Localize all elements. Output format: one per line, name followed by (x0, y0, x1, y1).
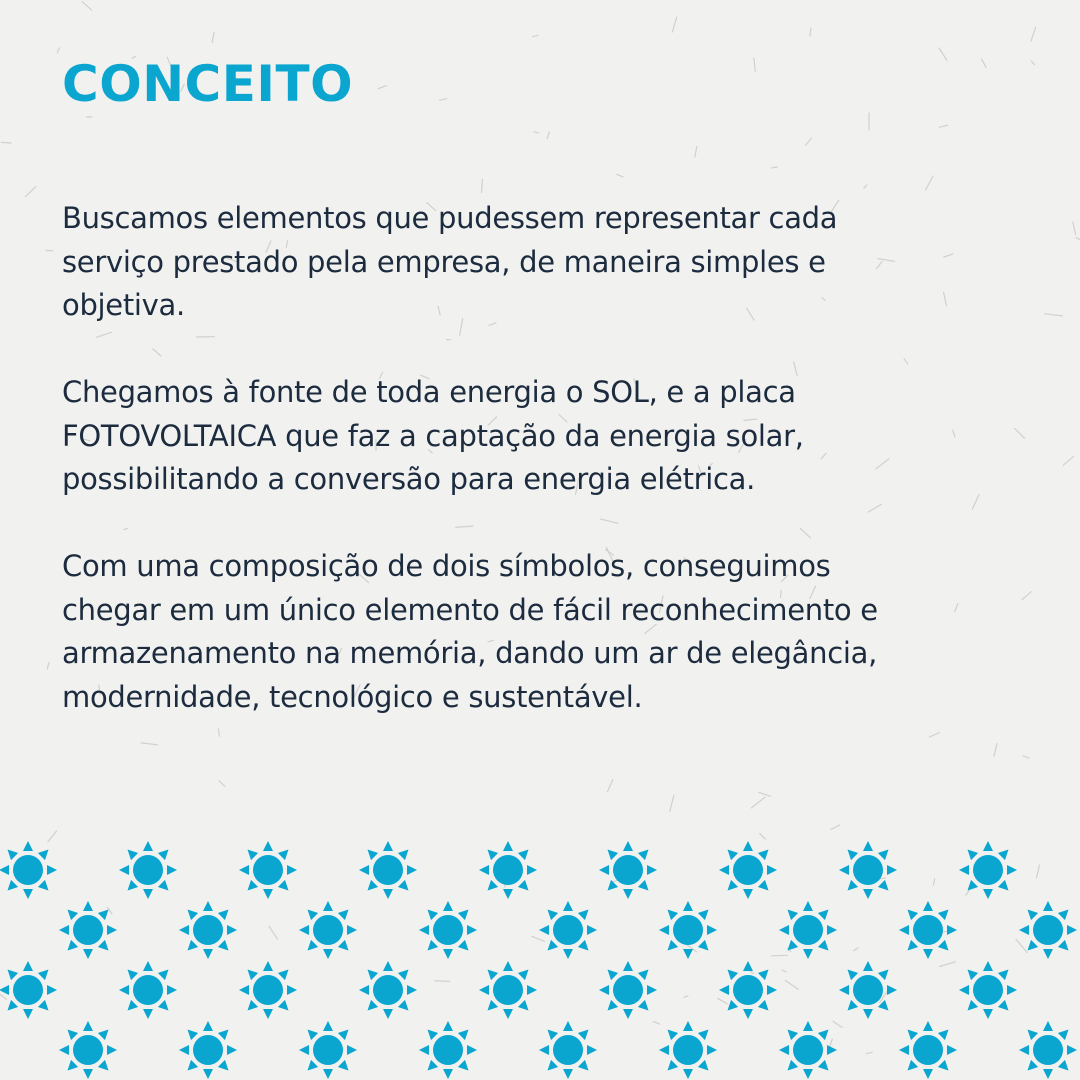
sun-icon (539, 1021, 597, 1079)
sun-icon (299, 1021, 357, 1079)
paragraph-1: Buscamos elementos que pudessem representar cada serviço prestado pela empresa, de maneira simples e objetiva. (62, 201, 838, 322)
paper-fiber (25, 187, 36, 197)
paper-fiber (46, 250, 53, 251)
paper-fiber (47, 662, 49, 669)
sun-pattern (0, 820, 1080, 1080)
sun-icon (359, 841, 417, 899)
sun-icon (839, 961, 897, 1019)
sun-icon (59, 1021, 117, 1079)
sun-icon (659, 901, 717, 959)
paper-fiber (994, 744, 997, 757)
paper-fiber (219, 781, 225, 786)
sun-icon (0, 961, 57, 1019)
sun-icon (479, 841, 537, 899)
paper-fiber (212, 32, 214, 42)
sun-icon (179, 1021, 237, 1079)
paper-fiber (926, 176, 934, 190)
sun-icon (179, 901, 237, 959)
paper-fiber (617, 174, 623, 177)
sun-icon (239, 841, 297, 899)
paper-fiber (672, 17, 676, 32)
sun-icon (59, 901, 117, 959)
paper-fiber (972, 495, 979, 510)
paper-fiber (1063, 456, 1073, 465)
sun-icon (1019, 1021, 1077, 1079)
paper-fiber (534, 132, 539, 133)
sun-icon (959, 841, 1017, 899)
paper-fiber (810, 28, 811, 36)
paper-fiber (1015, 429, 1025, 439)
paragraph-2: Chegamos à fonte de toda energia o SOL, e a placa FOTOVOLTAICA que faz a captação da energia solar, possibilitando a conversão para energia elétrica. (62, 375, 804, 496)
sun-icon (299, 901, 357, 959)
sun-icon (419, 901, 477, 959)
paper-fiber (547, 132, 549, 139)
sun-icon (119, 961, 177, 1019)
paper-fiber (57, 48, 59, 53)
paper-fiber (982, 59, 986, 67)
sun-icon (359, 961, 417, 1019)
paper-fiber (1076, 238, 1080, 244)
sun-icon (419, 1021, 477, 1079)
paper-fiber (670, 795, 674, 811)
paper-fiber (1073, 222, 1076, 235)
paper-fiber (533, 35, 538, 36)
sun-icon (539, 901, 597, 959)
paper-fiber (864, 185, 867, 189)
paper-fiber (440, 99, 447, 101)
sun-icon (119, 841, 177, 899)
paper-fiber (940, 125, 948, 127)
paper-fiber (482, 179, 483, 192)
paper-fiber (1, 142, 11, 143)
sun-icon (659, 1021, 717, 1079)
sun-icon (719, 841, 777, 899)
sun-icon (959, 961, 1017, 1019)
paper-fiber (1022, 592, 1031, 600)
sun-icon (239, 961, 297, 1019)
paper-fiber (82, 2, 92, 10)
paper-fiber (772, 167, 778, 168)
paragraph-3: Com uma composição de dois símbolos, conseguimos chegar em um único elemento de fácil reconhecimento e armazenamento na memória, dando um ar de elegância, modernidade, tecnológico e sustentável. (62, 549, 878, 714)
concept-text (62, 197, 962, 763)
paper-fiber (1031, 27, 1036, 41)
sun-icon (899, 901, 957, 959)
paper-fiber (1045, 314, 1063, 316)
paper-fiber (806, 138, 811, 145)
sun-icon (839, 841, 897, 899)
paper-fiber (607, 780, 612, 792)
paper-fiber (695, 146, 697, 157)
paper-fiber (759, 792, 771, 796)
sun-icon (779, 901, 837, 959)
page-title: CONCEITO (62, 55, 354, 113)
paper-fiber (754, 58, 755, 71)
paper-fiber (1031, 61, 1034, 65)
paper-fiber (378, 86, 386, 89)
paper-fiber (939, 48, 947, 60)
sun-icon (779, 1021, 837, 1079)
sun-icon (719, 961, 777, 1019)
sun-icon (479, 961, 537, 1019)
sun-icon (599, 841, 657, 899)
paper-fiber (1023, 756, 1029, 758)
sun-icon (599, 961, 657, 1019)
sun-icon (1019, 901, 1077, 959)
sun-icon (0, 841, 57, 899)
sun-icon (899, 1021, 957, 1079)
paper-fiber (751, 797, 765, 808)
